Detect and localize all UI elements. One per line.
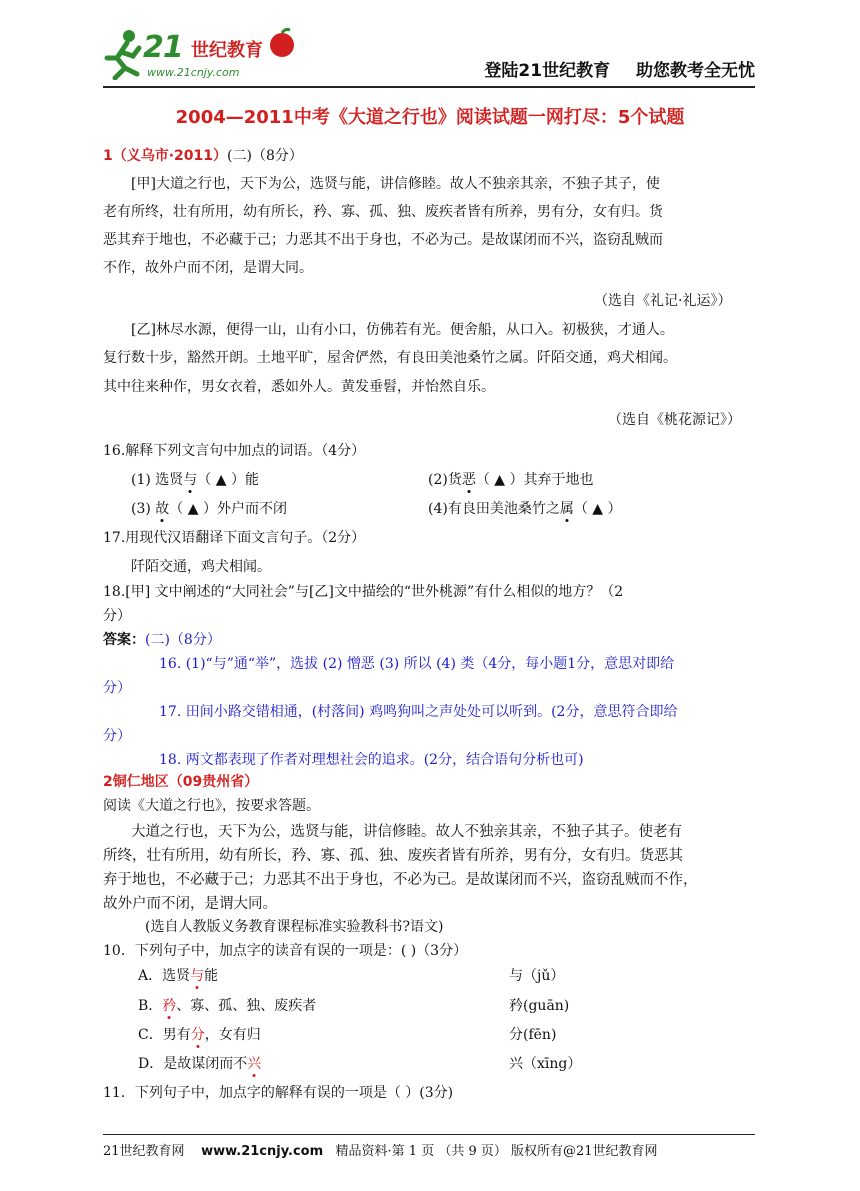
- dotted-char: 与: [190, 968, 205, 984]
- q2-text-line: 故外户而不闭，是谓大同。: [103, 896, 277, 912]
- q10-option-c: C．男有分，女有归: [138, 1027, 261, 1043]
- question-17: 17.用现代汉语翻译下面文言句子。（2分）: [103, 530, 366, 546]
- q16-item-1: (1) 选贤与（ ▲ ）能: [131, 472, 259, 488]
- footer-divider: [103, 1134, 755, 1135]
- logo-chinese-text: 世纪教育: [191, 40, 263, 61]
- q10-option-d: D．是故谋闭而不兴: [138, 1056, 262, 1072]
- dotted-char: 属: [559, 501, 574, 517]
- q16-item-2: (2)货恶（ ▲ ）其弃于地也: [428, 472, 594, 488]
- q10-option-d-pinyin: 兴（xīng）: [509, 1056, 582, 1072]
- q2-intro: 阅读《大道之行也》，按要求答题。: [103, 798, 320, 814]
- answer-16-cont: 分）: [103, 680, 131, 696]
- q17-sentence: 阡陌交通，鸡犬相闻。: [131, 559, 271, 575]
- header-divider: [103, 86, 755, 88]
- answer-16-line: 16. (1)“与”通“举”，选拔 (2) 憎恶 (3) 所以 (4) 类（4分，每小题1分，意思对即给: [159, 656, 675, 672]
- header-slogan: 登陆21世纪教育 助您教考全无忧: [484, 61, 755, 81]
- answer-head: (二)（8分）: [145, 632, 221, 648]
- q2-text-line: 大道之行也，天下为公，选贤与能，讲信修睦。故人不独亲其亲，不独子其子。使老有: [131, 824, 682, 840]
- running-figure-icon: [103, 28, 143, 80]
- jia-text-line: [甲]大道之行也，天下为公，选贤与能，讲信修睦。故人不独亲其亲，不独子其子，使: [131, 176, 660, 192]
- footer-site: 21世纪教育网: [103, 1144, 185, 1159]
- q10-option-a: A．选贤与能: [138, 968, 219, 984]
- q2-source: (选自人教版义务教育课程标准实验教科书?语文): [145, 919, 444, 935]
- dotted-char: 兴: [247, 1056, 262, 1072]
- q10-option-c-pinyin: 分(fēn): [509, 1027, 557, 1043]
- answer-17-cont: 分）: [103, 728, 131, 744]
- page-header: [103, 22, 755, 86]
- q1-heading: [103, 146, 303, 166]
- yi-source: （选自《桃花源记》）: [608, 412, 741, 428]
- q1-heading-rest: (二)（8分）: [227, 148, 303, 164]
- footer-info: 精品资料·第 1 页 （共 9 页） 版权所有@21世纪教育网: [335, 1144, 658, 1159]
- footer-url[interactable]: www.21cnjy.com: [201, 1144, 324, 1159]
- answer-heading: [103, 630, 221, 650]
- dotted-char: 分: [190, 1027, 205, 1043]
- answer-18-line: 18. 两文都表现了作者对理想社会的追求。(2分，结合语句分析也可): [159, 752, 584, 768]
- dotted-char: 故: [155, 501, 170, 517]
- jia-text-line: 不作，故外户而不闭，是谓大同。: [103, 260, 313, 276]
- q10-option-b-pinyin: 矜(guān): [509, 998, 570, 1014]
- answer-17-line: 17. 田间小路交错相通，(村落间) 鸡鸣狗叫之声处处可以听到。(2分，意思符合即给: [159, 704, 678, 720]
- question-18-cont: 分）: [103, 608, 131, 624]
- q10-option-a-pinyin: 与（jǔ）: [509, 968, 565, 984]
- yi-text-line: [乙]林尽水源，便得一山，山有小口，仿佛若有光。便舍船，从口入。初极狭，才通人。: [131, 322, 674, 338]
- q16-item-3: (3) 故（ ▲ ）外户而不闭: [131, 501, 287, 517]
- dotted-char: 矜: [162, 998, 177, 1014]
- answer-label: 答案：: [103, 632, 145, 648]
- logo-number: 21: [143, 30, 183, 65]
- logo-url: www.21cnjy.com: [147, 66, 240, 79]
- q2-heading: 2铜仁地区（09贵州省）: [103, 774, 259, 790]
- question-16: 16.解释下列文言句中加点的词语。（4分）: [103, 443, 366, 459]
- dotted-char: 与: [183, 472, 198, 488]
- question-10: 10．下列句子中，加点字的读音有误的一项是：( )（3分）: [103, 943, 468, 959]
- jia-text-line: 老有所终，壮有所用，幼有所长，矜、寡、孤、独、废疾者皆有所养，男有分，女有归。货: [103, 204, 663, 220]
- question-18: 18.[甲] 文中阐述的“大同社会”与[乙]文中描绘的“世外桃源”有什么相似的地方？（2: [103, 584, 624, 600]
- jia-source: （选自《礼记·礼运》）: [594, 293, 732, 309]
- q2-text-line: 所终，壮有所用，幼有所长，矜、寡、孤、独、废疾者皆有所养，男有分，女有归。货恶其: [103, 848, 683, 864]
- jia-text-line: 恶其弃于地也，不必藏于己；力恶其不出于身也，不必为己。是故谋闭而不兴，盗窃乱贼而: [103, 232, 663, 248]
- question-11: 11．下列句子中，加点字的解释有误的一项是（ ）(3分): [103, 1085, 454, 1101]
- site-logo: [103, 28, 303, 84]
- apple-icon: [267, 28, 297, 58]
- dotted-char: 恶: [461, 472, 476, 488]
- page-footer: [103, 1140, 658, 1159]
- q1-heading-source: 1（义乌市·2011）: [103, 148, 228, 164]
- q2-text-line: 弃于地也，不必藏于己；力恶其不出于身也，不必为己。是故谋闭而不兴，盗窃乱贼而不作，: [103, 872, 698, 888]
- q16-item-4: (4)有良田美池桑竹之属（ ▲ ）: [428, 501, 622, 517]
- yi-text-line: 复行数十步，豁然开朗。土地平旷，屋舍俨然，有良田美池桑竹之属。阡陌交通，鸡犬相闻。: [103, 350, 677, 366]
- page-title: 2004—2011中考《大道之行也》阅读试题一网打尽：5个试题: [175, 107, 685, 128]
- q10-option-b: B．矜、寡、孤、独、废疾者: [138, 998, 317, 1014]
- yi-text-line: 其中往来种作，男女衣着，悉如外人。黄发垂髫，并怡然自乐。: [103, 379, 495, 395]
